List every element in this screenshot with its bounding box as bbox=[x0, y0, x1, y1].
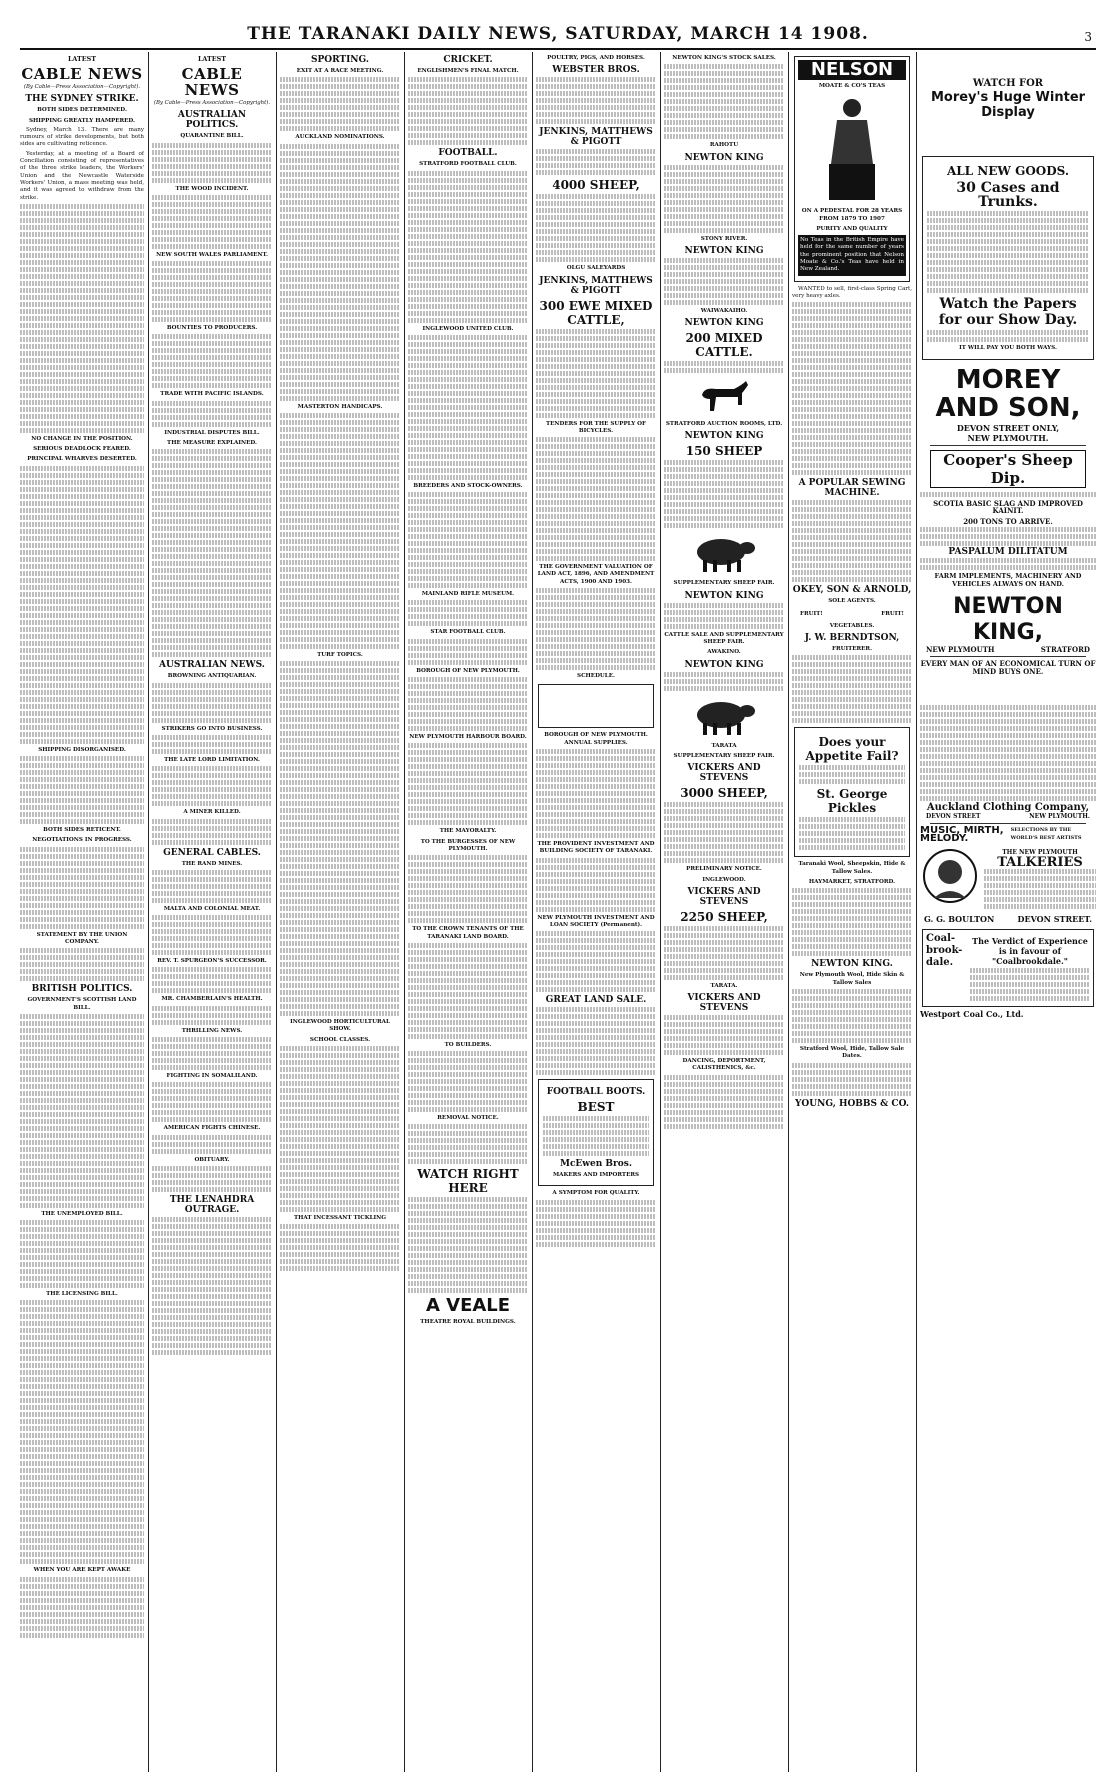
body-text bbox=[20, 948, 144, 981]
subheading: DANCING, DEPORTMENT, CALISTHENICS, &c. bbox=[682, 1058, 766, 1072]
np-label: THE NEW PLYMOUTH bbox=[1002, 849, 1078, 857]
subheading: PRELIMINARY NOTICE. bbox=[686, 866, 762, 873]
body-text bbox=[792, 989, 912, 1043]
column-8 bbox=[920, 52, 1096, 1772]
body-text bbox=[792, 500, 912, 582]
body-text bbox=[20, 204, 144, 433]
body-text bbox=[536, 149, 656, 175]
subheading: CATTLE SALE AND SUPPLEMENTARY SHEEP FAIR. bbox=[664, 631, 784, 646]
body-text bbox=[408, 77, 528, 145]
best-label: BEST bbox=[577, 1100, 615, 1115]
nelson-tea-label: MOATE & CO'S TEAS bbox=[818, 83, 886, 89]
fruit-label: FRUIT! bbox=[881, 610, 904, 617]
subheading: HAYMARKET, STRATFORD. bbox=[808, 879, 896, 886]
subheading: NEW PLYMOUTH INVESTMENT AND LOAN SOCIETY (Permanent). bbox=[537, 914, 655, 928]
subheading: SHIPPING GREATLY HAMPERED. bbox=[28, 117, 135, 124]
subheading: THE LICENSING BILL. bbox=[46, 1291, 118, 1298]
article-paragraph: Sydney, March 13. There are many rumours of strike developments, but both sides are cultivating reticence. bbox=[20, 126, 144, 148]
body-text bbox=[408, 335, 528, 480]
divider bbox=[930, 445, 1086, 446]
body-text bbox=[664, 64, 784, 139]
selections-label: SELECTIONS BY THE WORLD'S BEST ARTISTS bbox=[1010, 827, 1082, 841]
fruiterer-label: FRUITERER. bbox=[831, 646, 873, 653]
sale-lot: 200 MIXED CATTLE. bbox=[685, 331, 763, 360]
body-text bbox=[152, 261, 272, 322]
australian-politics-heading: AUSTRALIAN POLITICS. bbox=[177, 110, 247, 131]
morey-and-son: MOREY AND SON, bbox=[935, 364, 1081, 423]
body-text bbox=[408, 1124, 528, 1164]
auctioneer-name: NEWTON KING bbox=[684, 245, 764, 256]
appetite-heading: Does your Appetite Fail? bbox=[805, 735, 899, 764]
auctioneer-name: NEWTON KING bbox=[684, 318, 764, 329]
subheading: TO BUILDERS. bbox=[444, 1041, 492, 1048]
subheading: REV. T. SPURGEON'S SUCCESSOR. bbox=[157, 958, 267, 965]
fruit-row bbox=[792, 608, 912, 620]
subheading: A SYMPTOM FOR QUALITY. bbox=[552, 1190, 640, 1197]
body-text bbox=[664, 258, 784, 305]
body-text bbox=[927, 330, 1089, 342]
subheading: THRILLING NEWS. bbox=[181, 1027, 243, 1034]
body-text bbox=[799, 817, 905, 850]
auctioneer-name: NEWTON KING bbox=[684, 659, 764, 670]
page-columns bbox=[20, 52, 1096, 1772]
general-cables-heading: GENERAL CABLES. bbox=[163, 847, 261, 858]
auctioneer-name: VICKERS AND STEVENS bbox=[687, 993, 761, 1014]
subheading: THE MAYORALTY. bbox=[439, 828, 497, 835]
byline: (By Cable—Press Association—Copyright). bbox=[23, 84, 141, 90]
column-rule bbox=[788, 52, 789, 1772]
body-text bbox=[664, 802, 784, 863]
cable-news-heading: CABLE NEWS bbox=[21, 65, 143, 83]
column-1 bbox=[20, 52, 144, 1772]
subheading: NEW SOUTH WALES PARLIAMENT. bbox=[156, 251, 268, 258]
watch-papers: Watch the Papers for our Show Day. bbox=[938, 296, 1078, 329]
auctioneer-name: WEBSTER BROS. bbox=[552, 65, 640, 76]
coopers-sheep-dip: Cooper's Sheep Dip. bbox=[930, 450, 1086, 488]
body-text bbox=[152, 683, 272, 723]
body-text bbox=[799, 765, 905, 784]
subheading: BROWNING ANTIQUARIAN. bbox=[167, 673, 257, 680]
subheading: THE UNEMPLOYED BILL. bbox=[41, 1210, 123, 1217]
pickles-name: St. George Pickles bbox=[816, 787, 888, 816]
body-text bbox=[920, 527, 1096, 546]
masthead bbox=[20, 18, 1096, 50]
sole-agents-label: SOLE AGENTS. bbox=[828, 598, 876, 605]
body-text bbox=[20, 756, 144, 824]
subheading: THE PROVIDENT INVESTMENT AND BUILDING SOCIETY OF TARANAKI. bbox=[537, 840, 655, 855]
body-text bbox=[20, 466, 144, 744]
body-text bbox=[792, 1063, 912, 1096]
auctioneer-name: NEWTON KING bbox=[684, 152, 764, 163]
body-text bbox=[152, 819, 272, 845]
edison-portrait-illustration bbox=[920, 846, 980, 916]
sheep-illustration bbox=[689, 532, 759, 576]
british-politics-heading: BRITISH POLITICS. bbox=[31, 984, 133, 995]
body-text bbox=[152, 915, 272, 955]
purity-label: PURITY AND QUALITY bbox=[816, 225, 888, 232]
subheading: ENGLISHMEN'S FINAL MATCH. bbox=[417, 68, 519, 74]
subheading: OBITUARY. bbox=[194, 1156, 230, 1163]
body-text bbox=[536, 588, 656, 670]
body-text bbox=[152, 1166, 272, 1192]
subheading: BOUNTIES TO PRODUCERS. bbox=[166, 325, 258, 332]
music-ad-body bbox=[920, 846, 1096, 916]
sale-lot: 3000 SHEEP, bbox=[680, 786, 768, 801]
subheading: New Plymouth Wool, Hide Skin & Tallow Sales bbox=[799, 972, 905, 986]
subheading: MAINLAND RIFLE MUSEUM. bbox=[421, 591, 515, 598]
column-4 bbox=[408, 52, 528, 1772]
body-text bbox=[408, 1051, 528, 1112]
subheading: QUARANTINE BILL. bbox=[180, 133, 244, 140]
boulton-footer bbox=[920, 916, 1096, 923]
body-text bbox=[152, 401, 272, 427]
subheading: Stratford Wool, Hide, Tallow Sale Dates. bbox=[799, 1045, 905, 1060]
body-text bbox=[280, 1224, 400, 1271]
pickles-ad bbox=[794, 727, 910, 857]
subheading: AUCKLAND NOMINATIONS. bbox=[295, 134, 385, 141]
subheading: BOTH SIDES DETERMINED. bbox=[37, 107, 127, 114]
body-text bbox=[664, 1075, 784, 1129]
nelson-brand: NELSON bbox=[798, 60, 906, 80]
auctioneer-name: VICKERS AND STEVENS bbox=[687, 763, 761, 784]
great-land-sale-heading: GREAT LAND SALE. bbox=[545, 995, 647, 1006]
body-text bbox=[984, 869, 1096, 909]
subheading: RAHOTU bbox=[709, 142, 739, 149]
subheading: SERIOUS DEADLOCK FEARED. bbox=[33, 446, 131, 453]
article-paragraph: Yesterday, at a meeting of a Board of Conciliation consisting of representatives of the three strike leaders, the Workers' Union and the Newcastle Waterside Workers' Union, a mass meeting was held, and it was agreed to withdraw from the strike. bbox=[20, 150, 144, 201]
body-text bbox=[920, 558, 1096, 570]
divider bbox=[930, 656, 1086, 657]
subheading: NO CHANGE IN THE POSITION. bbox=[31, 435, 133, 442]
subheading: THAT INCESSANT TICKLING bbox=[293, 1215, 387, 1222]
body-text bbox=[152, 143, 272, 183]
paspalum: PASPALUM DILITATUM bbox=[948, 547, 1068, 558]
body-text bbox=[536, 1200, 656, 1247]
watch-for-label: WATCH FOR bbox=[972, 78, 1044, 89]
talkeries-name: TALKERIES bbox=[997, 855, 1083, 871]
auctioneer-name: JENKINS, MATTHEWS & PIGOTT bbox=[539, 127, 653, 148]
boulton-name: G. G. BOULTON bbox=[924, 914, 995, 925]
column-5 bbox=[536, 52, 656, 1772]
football-boots-title: FOOTBALL BOOTS. bbox=[546, 1087, 646, 1098]
sale-lot: 150 SHEEP bbox=[685, 444, 763, 459]
body-text bbox=[408, 1197, 528, 1293]
body-text bbox=[408, 743, 528, 825]
cases-trunks: 30 Cases and Trunks. bbox=[956, 180, 1060, 211]
all-new-goods: ALL NEW GOODS. bbox=[946, 164, 1070, 179]
subheading: PRINCIPAL WHARVES DESERTED. bbox=[27, 456, 137, 463]
subheading: STRATFORD FOOTBALL CLUB. bbox=[419, 161, 517, 168]
subheading: THE WOOD INCIDENT. bbox=[175, 185, 249, 192]
subheading: Taranaki Wool, Sheepskin, Hide & Tallow Sales. bbox=[798, 861, 906, 875]
cable-news-heading: CABLE NEWS bbox=[181, 65, 243, 99]
subheading: FIGHTING IN SOMALILAND. bbox=[166, 1073, 258, 1080]
veale-ad-title: A VEALE bbox=[425, 1295, 511, 1317]
body-text bbox=[927, 211, 1089, 293]
body-text bbox=[408, 600, 528, 626]
column-6 bbox=[664, 52, 784, 1772]
subheading: MALTA AND COLONIAL MEAT. bbox=[163, 905, 261, 912]
body-text bbox=[792, 302, 912, 475]
body-text bbox=[152, 1082, 272, 1122]
sporting-heading: SPORTING. bbox=[310, 55, 370, 65]
body-text bbox=[536, 194, 656, 262]
sale-lot: 300 EWE MIXED CATTLE, bbox=[539, 298, 653, 327]
body-text bbox=[536, 437, 656, 561]
subheading: TURF TOPICS. bbox=[317, 651, 363, 658]
subheading: MR. CHAMBERLAIN'S HEALTH. bbox=[161, 996, 263, 1003]
body-text bbox=[536, 329, 656, 418]
body-text bbox=[536, 858, 656, 912]
auckland-address bbox=[920, 813, 1096, 820]
nelson-tea-ad bbox=[794, 56, 910, 282]
subheading: AMERICAN FIGHTS CHINESE. bbox=[163, 1125, 261, 1132]
pedestal-caption: ON A PEDESTAL FOR 28 YEARS FROM 1879 TO 1907 bbox=[801, 208, 903, 222]
subheading: BREEDERS AND STOCK-OWNERS. bbox=[413, 482, 523, 489]
column-rule bbox=[660, 52, 661, 1772]
body-text bbox=[20, 1220, 144, 1288]
subheading: WAIWAKAIHO. bbox=[700, 307, 748, 314]
tons-arrive: 200 TONS TO ARRIVE. bbox=[963, 516, 1053, 526]
body-text bbox=[152, 449, 272, 657]
body-text bbox=[536, 1007, 656, 1075]
subheading: NEGOTIATIONS IN PROGRESS. bbox=[32, 837, 132, 844]
body-text bbox=[664, 603, 784, 629]
economical-tagline: EVERY MAN OF AN ECONOMICAL TURN OF MIND BUYS ONE. bbox=[920, 659, 1096, 676]
body-text bbox=[920, 705, 1096, 801]
newton-king-locations bbox=[920, 646, 1096, 653]
young-hobbs-name: YOUNG, HOBBS & CO. bbox=[794, 1098, 910, 1109]
subheading: STRATFORD AUCTION ROOMS, LTD. bbox=[665, 421, 783, 428]
body-text bbox=[152, 195, 272, 249]
sale-lot: 2250 SHEEP, bbox=[680, 909, 768, 924]
subheading: THE LENAHDRA OUTRAGE. bbox=[169, 1194, 255, 1215]
body-text bbox=[152, 967, 272, 993]
sydney-strike-heading: THE SYDNEY STRIKE. bbox=[25, 94, 139, 105]
music-ad-header bbox=[920, 827, 1096, 842]
subheading: SUPPLEMENTARY SHEEP FAIR. bbox=[673, 752, 775, 759]
body-text bbox=[152, 1217, 272, 1355]
morey-display-title: Morey's Huge Winter Display bbox=[930, 90, 1086, 121]
body-text bbox=[536, 77, 656, 124]
body-text bbox=[792, 888, 912, 956]
subheading: AWAKINO. bbox=[707, 649, 741, 656]
subheading: REMOVAL NOTICE. bbox=[437, 1115, 499, 1122]
body-text bbox=[280, 144, 400, 401]
body-text bbox=[20, 1300, 144, 1564]
column-3 bbox=[280, 52, 400, 1772]
lady-pedestal-illustration bbox=[807, 94, 897, 204]
subheading: STONY RIVER. bbox=[700, 235, 748, 242]
subheading: MASTERTON HANDICAPS. bbox=[297, 403, 383, 410]
subheading: TO THE CROWN TENANTS OF THE TARANAKI LAND BOARD. bbox=[412, 926, 524, 940]
subheading: NEWTON KING'S STOCK SALES. bbox=[672, 55, 776, 61]
subheading: SHIPPING DISORGANISED. bbox=[38, 746, 126, 753]
body-text bbox=[408, 639, 528, 665]
body-text bbox=[664, 926, 784, 980]
football-heading: FOOTBALL. bbox=[438, 148, 498, 159]
subheading: STRIKERS GO INTO BUSINESS. bbox=[161, 725, 263, 732]
subheading: BOTH SIDES RETICENT. bbox=[43, 827, 121, 834]
body-text bbox=[664, 672, 784, 691]
subheading: SCHOOL CLASSES. bbox=[309, 1036, 371, 1043]
subheading: INGLEWOOD. bbox=[702, 876, 746, 883]
subheading: TENDERS FOR THE SUPPLY OF BICYCLES. bbox=[545, 420, 647, 434]
okey-arnold-name: OKEY, SON & ARNOLD, bbox=[792, 585, 912, 596]
body-text bbox=[280, 77, 400, 131]
body-text bbox=[152, 1006, 272, 1025]
fruit-label: FRUIT! bbox=[800, 610, 823, 617]
location-stratford: STRATFORD bbox=[1040, 644, 1090, 654]
subheading: THE LATE LORD LIMITATION. bbox=[164, 756, 260, 763]
mcewen-bros: McEwen Bros. bbox=[559, 1159, 632, 1170]
australian-news-heading: AUSTRALIAN NEWS. bbox=[159, 660, 265, 671]
body-text bbox=[408, 855, 528, 923]
new-plymouth: NEW PLYMOUTH. bbox=[967, 432, 1049, 443]
latest-label: LATEST bbox=[197, 55, 227, 63]
body-text bbox=[20, 847, 144, 929]
auckland-street: DEVON STREET bbox=[926, 813, 981, 821]
body-text bbox=[920, 492, 1096, 497]
westport-coal: Westport Coal Co., Ltd. bbox=[920, 1009, 1024, 1020]
auckland-town: NEW PLYMOUTH. bbox=[1029, 813, 1090, 821]
subheading: INDUSTRIAL DISPUTES BILL. bbox=[164, 429, 260, 436]
auctioneer-name: NEWTON KING bbox=[684, 431, 764, 442]
subheading: NEW PLYMOUTH HARBOUR BOARD. bbox=[409, 734, 527, 741]
morey-ad-box bbox=[922, 156, 1094, 359]
column-rule bbox=[916, 52, 917, 1772]
subheading: OLGU SALEYARDS bbox=[566, 265, 626, 272]
subheading: WHEN YOU ARE KEPT AWAKE bbox=[33, 1567, 131, 1574]
sale-lot: 4000 SHEEP, bbox=[552, 178, 640, 193]
verdict-heading: The Verdict of Experience is in favour of "Coalbrookdale." bbox=[972, 936, 1088, 967]
body-text bbox=[408, 171, 528, 323]
subheading: SUPPLEMENTARY SHEEP FAIR. bbox=[673, 580, 775, 587]
body-text bbox=[664, 460, 784, 528]
subheading: TARATA. bbox=[710, 982, 738, 989]
latest-label: LATEST bbox=[67, 55, 97, 63]
scotia-slag: SCOTIA BASIC SLAG AND IMPROVED KAINIT. bbox=[933, 499, 1083, 516]
body-text bbox=[152, 766, 272, 806]
body-text bbox=[20, 1577, 144, 1638]
body-text bbox=[664, 165, 784, 233]
subheading: EXIT AT A RACE MEETING. bbox=[296, 68, 384, 74]
pay-label: IT WILL PAY YOU BOTH WAYS. bbox=[959, 345, 1057, 352]
auctioneer-name: NEWTON KING bbox=[684, 590, 764, 601]
column-7 bbox=[792, 52, 912, 1772]
veale-address: THEATRE ROYAL BUILDINGS. bbox=[420, 1319, 516, 1326]
subheading: SCHEDULE. bbox=[577, 673, 615, 680]
sewing-machine-heading: A POPULAR SEWING MACHINE. bbox=[798, 478, 906, 499]
body-text bbox=[20, 1014, 144, 1208]
column-rule bbox=[532, 52, 533, 1772]
body-text bbox=[792, 655, 912, 723]
body-text bbox=[536, 931, 656, 992]
subheading: BOROUGH OF NEW PLYMOUTH. ANNUAL SUPPLIES. bbox=[544, 732, 648, 746]
subheading: INGLEWOOD HORTICULTURAL SHOW. bbox=[290, 1019, 390, 1033]
coalbrookdale-name: Coal-brook-dale. bbox=[926, 933, 963, 969]
subheading: TARATA bbox=[711, 742, 737, 749]
subheading: BOROUGH OF NEW PLYMOUTH. bbox=[416, 667, 520, 674]
body-text bbox=[408, 492, 528, 588]
body-text bbox=[970, 968, 1090, 1001]
nelson-claim: No Teas in the British Empire have held for the same number of years the prominent position that Nelson Moate & Co.'s Teas have held in New Zealand. bbox=[798, 235, 906, 275]
body-text bbox=[152, 735, 272, 754]
berndtson-name: J. W. BERNDTSON, bbox=[804, 633, 900, 644]
subheading: THE RAND MINES. bbox=[181, 860, 243, 867]
cricket-heading: CRICKET. bbox=[443, 55, 493, 65]
subheading: THE MEASURE EXPLAINED. bbox=[167, 440, 257, 447]
column-rule bbox=[404, 52, 405, 1772]
devon-street: DEVON STREET ONLY, bbox=[956, 422, 1060, 433]
music-mirth-melody: MUSIC, MIRTH, MELODY. bbox=[920, 825, 1004, 844]
newton-king-name: NEWTON KING, bbox=[953, 593, 1063, 645]
body-text bbox=[280, 661, 400, 1016]
coalbrookdale-ad bbox=[922, 929, 1094, 1007]
body-text bbox=[408, 677, 528, 731]
subheading: INGLEWOOD UNITED CLUB. bbox=[422, 325, 514, 332]
page-number: 3 bbox=[1084, 30, 1092, 44]
auctioneer-name: JENKINS, MATTHEWS & PIGOTT bbox=[539, 275, 653, 296]
body-text bbox=[280, 413, 400, 649]
subheading: GOVERNMENT'S SCOTTISH LAND BILL. bbox=[27, 997, 137, 1011]
body-text bbox=[664, 1015, 784, 1055]
subheading: POULTRY, PIGS, AND HORSES. bbox=[547, 55, 645, 61]
talkeries-block bbox=[984, 846, 1096, 916]
body-text bbox=[152, 1037, 272, 1070]
subheading: A MINER KILLED. bbox=[183, 809, 241, 816]
subheading: TO THE BURGESSES OF NEW PLYMOUTH. bbox=[420, 838, 516, 852]
farm-implements: FARM IMPLEMENTS, MACHINERY AND VEHICLES ALWAYS ON HAND. bbox=[934, 572, 1082, 588]
coalbrookdale-body bbox=[970, 933, 1090, 1003]
body-text bbox=[536, 749, 656, 838]
auctioneer-name: NEWTON KING. bbox=[811, 959, 893, 970]
football-boots-ad bbox=[538, 1079, 654, 1186]
boulton-street: DEVON STREET. bbox=[1017, 914, 1092, 925]
body-text bbox=[408, 943, 528, 1039]
column-rule bbox=[148, 52, 149, 1772]
body-text bbox=[152, 1135, 272, 1154]
subheading: STAR FOOTBALL CLUB. bbox=[430, 629, 506, 636]
vegetables-label: VEGETABLES. bbox=[829, 622, 875, 629]
subheading: TRADE WITH PACIFIC ISLANDS. bbox=[160, 391, 264, 398]
subheading: STATEMENT BY THE UNION COMPANY. bbox=[36, 931, 128, 945]
column-rule bbox=[276, 52, 277, 1772]
makers-label: MAKERS AND IMPORTERS bbox=[552, 1172, 640, 1179]
body-text bbox=[152, 870, 272, 903]
horse-illustration bbox=[694, 377, 754, 417]
classified-ad: WANTED to sell, first-class Spring Cart, very heavy axles. bbox=[792, 285, 912, 299]
newspaper-title: THE TARANAKI DAILY NEWS, SATURDAY, MARCH 14 1908. bbox=[247, 24, 869, 44]
watch-right-here-ad: WATCH RIGHT HERE bbox=[417, 1167, 519, 1196]
sheep-illustration bbox=[689, 695, 759, 739]
body-text bbox=[664, 361, 784, 373]
schedule-table bbox=[538, 684, 654, 728]
byline: (By Cable—Press Association—Copyright). bbox=[153, 100, 271, 106]
body-text bbox=[280, 1046, 400, 1212]
body-text bbox=[543, 1116, 649, 1156]
column-2 bbox=[152, 52, 272, 1772]
auctioneer-name: VICKERS AND STEVENS bbox=[687, 886, 761, 907]
subheading: THE GOVERNMENT VALUATION OF LAND ACT, 1896, AND AMENDMENT ACTS, 1900 AND 1903. bbox=[537, 564, 655, 585]
location-new-plymouth: NEW PLYMOUTH bbox=[926, 644, 995, 654]
divider bbox=[930, 823, 1086, 824]
body-text bbox=[152, 334, 272, 388]
auckland-clothing: Auckland Clothing Company, bbox=[926, 801, 1090, 813]
